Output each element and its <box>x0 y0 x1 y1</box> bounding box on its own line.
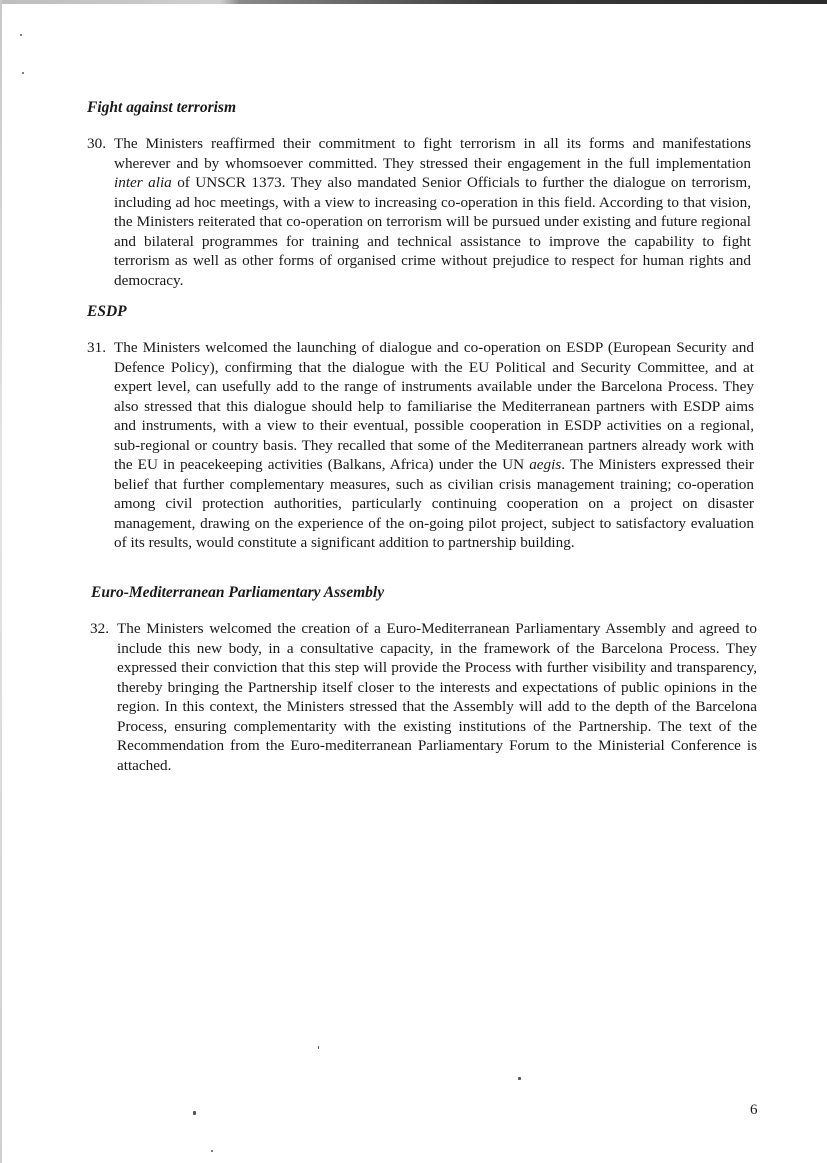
scan-speck <box>20 34 22 36</box>
text-run: The Ministers reaffirmed their commitment to fight terrorism in all its forms and manifestations wherever and by whomsoever committed. They stressed their engagement in the full implementation <box>114 135 751 172</box>
text-run: . The Ministers expressed their belief that further complementary measures, such as civilian crisis management training; co-operation among civil protection authorities, particularly continuing cooperation on a project on disaster management, drawing on the experience of the on-going pilot project, subject to satisfactory evaluation of its results, would constitute a significant addition to partnership building. <box>114 456 754 551</box>
scan-speck <box>211 1150 213 1152</box>
scan-left-edge <box>0 0 2 1163</box>
paragraph-31 <box>87 338 754 553</box>
text-run-italic: aegis <box>529 456 562 473</box>
paragraph-text <box>114 134 751 290</box>
page-number: 6 <box>750 1102 758 1118</box>
paragraph-text <box>117 619 757 775</box>
text-run: The Ministers welcomed the launching of dialogue and co-operation on ESDP (European Security and Defence Policy), confirming that the dialogue with the EU Political and Security Committee, and at expert level, can usefully add to the range of instruments available under the Barcelona Process. They also stressed that this dialogue should help to familiarise the Mediterranean partners with ESDP aims and instruments, with a view to their eventual, possible cooperation in ESDP activities on a regional, sub-regional or country basis. They recalled that some of the Mediterranean partners already work with the EU in peacekeeping activities (Balkans, Africa) under the UN <box>114 339 754 473</box>
paragraph-30 <box>87 134 751 290</box>
scan-speck <box>22 72 24 74</box>
scan-speck <box>193 1111 196 1115</box>
scan-speck <box>318 1046 319 1049</box>
paragraph-text <box>114 338 754 553</box>
text-run: of UNSCR 1373. They also mandated Senior Officials to further the dialogue on terrorism, including ad hoc meetings, with a view to increasing co-operation in this field. According to that vision, the Ministers reiterated that co-operation on terrorism will be pursued under existing and future regional and bilateral programmes for training and technical assistance to improve the capability to fight terrorism as well as other forms of organised crime without prejudice to respect for human rights and democracy. <box>114 174 751 289</box>
section-heading-parliamentary-assembly: Euro-Mediterranean Parliamentary Assembly <box>91 584 385 601</box>
scan-speck <box>518 1077 521 1080</box>
text-run: The Ministers welcomed the creation of a Euro-Mediterranean Parliamentary Assembly and agreed to include this new body, in a consultative capacity, in the framework of the Barcelona Process. They expressed their conviction that this step will provide the Process with further visibility and transparency, thereby bringing the Partnership itself closer to the interests and expectations of public opinions in the region. In this context, the Ministers stressed that the Assembly will add to the depth of the Barcelona Process, ensuring complementarity with the existing institutions of the Partnership. The text of the Recommendation from the Euro-mediterranean Parliamentary Forum to the Ministerial Conference is attached. <box>117 620 757 774</box>
paragraph-number: 31. <box>87 339 106 356</box>
text-run-italic: inter alia <box>114 174 172 191</box>
scan-top-edge <box>0 0 827 4</box>
paragraph-number: 32. <box>90 620 109 637</box>
section-heading-esdp: ESDP <box>87 303 127 320</box>
paragraph-32 <box>90 619 757 775</box>
section-heading-terrorism: Fight against terrorism <box>87 99 237 116</box>
paragraph-number: 30. <box>87 135 106 152</box>
